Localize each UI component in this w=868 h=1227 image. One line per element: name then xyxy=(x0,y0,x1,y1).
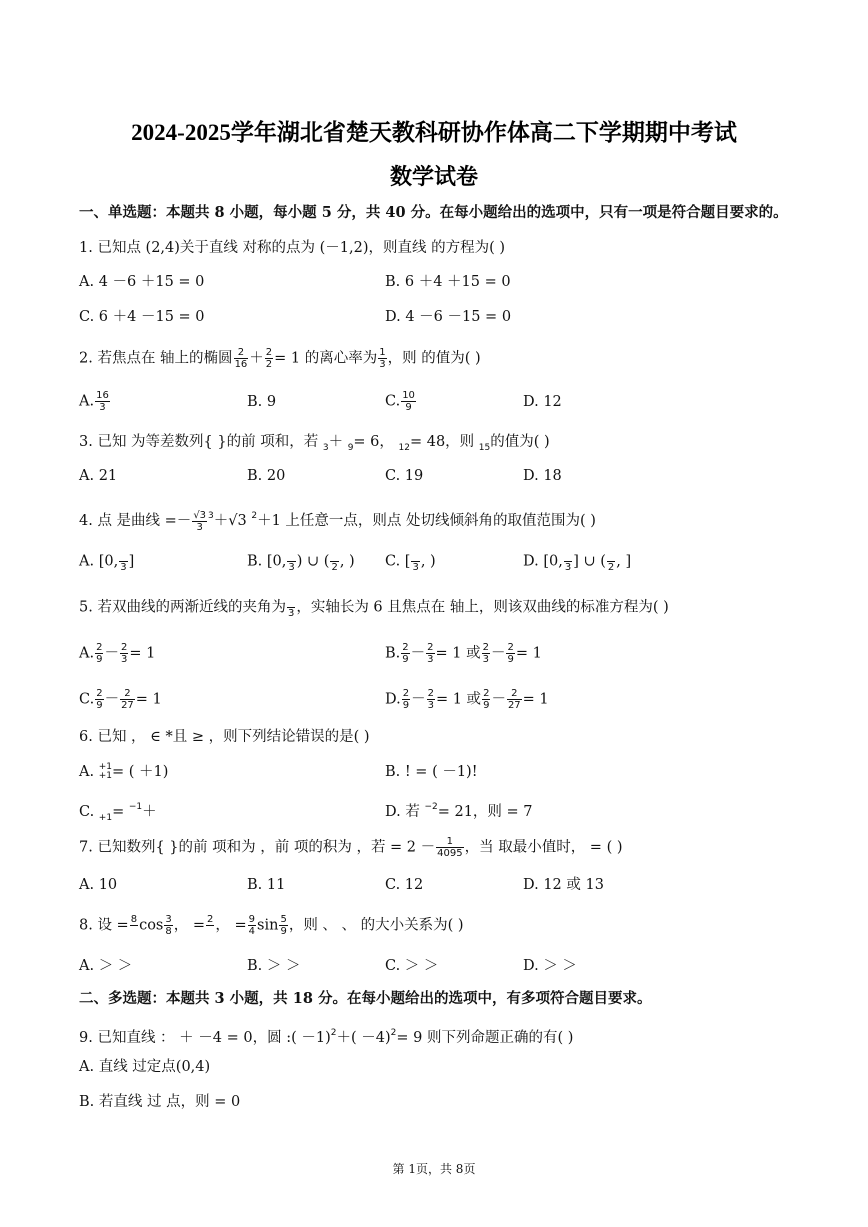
exam-subtitle: 数学试卷 xyxy=(389,164,478,189)
question-2 xyxy=(79,347,481,370)
question-6: 6. 已知 ， ∈ *且 ≥ ，则下列结论错误的是( ) xyxy=(79,729,370,745)
section-heading-1: 一、单选题：本题共 8 小题，每小题 5 分，共 40 分。在每小题给出的选项中，只有一项是符合题目要求的。 xyxy=(79,204,788,221)
q1-option-a: A. 4 －6 ＋15 = 0 xyxy=(79,274,205,290)
section-heading-2: 二、多选题：本题共 3 小题，共 18 分。在每小题给出的选项中，有多项符合题目要求。 xyxy=(79,990,652,1007)
q8-option-c: C. ＞ ＞ xyxy=(385,958,439,974)
q8-option-d: D. ＞ ＞ xyxy=(523,958,577,974)
q7-option-c: C. 12 xyxy=(385,877,424,893)
q2-option-c: C. $\frac{10}{9}$ xyxy=(385,390,415,413)
q5-option-d: D. $\frac{2}{9}$ － $\frac{2}{3}$ = 1 或 $\frac{2}{9}$ － $\frac{2}{27}$ = 1 xyxy=(385,688,549,711)
question-5: 5. 若双曲线的两渐近线的夹角为 3 ，实轴长为 6 且焦点在 轴上，则该双曲线的标准方程为( ) xyxy=(79,596,669,619)
q3-option-a: A. 21 xyxy=(79,468,118,484)
question-7: 7. 已知数列{ }的前 项和为 ，前 项的积为 ，若 = 2 － $\frac{1}{4095}$ ，当 取最小值时， = ( ) xyxy=(79,836,623,859)
q4-option-c: C. [ 3 , ) xyxy=(385,550,436,573)
q5-option-a: A. $\frac{2}{9}$ － $\frac{2}{3}$ = 1 xyxy=(79,642,156,665)
q8-option-b: B. ＞ ＞ xyxy=(247,958,301,974)
q2-frac-1: $\frac{2}{16}$ xyxy=(234,347,248,370)
question-4: 4. 点 是曲线 =－ $\frac{√3}{3}$ $^3$＋√3 $^2$＋1 上任意一点，则点 处切线倾斜角的取值范围为( ) xyxy=(79,509,596,533)
page-footer: 第 1页，共 8页 xyxy=(392,1162,476,1176)
q5-option-c: C. $\frac{2}{9}$ － $\frac{2}{27}$ = 1 xyxy=(79,688,162,711)
question-3: 3. 已知 为等差数列{ }的前 项和，若 $_3$＋ $_9$= 6， $_{12}$= 48，则 $_{15}$的值为( ) xyxy=(79,434,550,453)
q6-option-b: B. ! = ( －1)! xyxy=(385,764,478,780)
q7-option-b: B. 11 xyxy=(247,877,286,893)
q3-option-d: D. 18 xyxy=(523,468,562,484)
question-9: 9. 已知直线 ： ＋ －4 = 0，圆 :( $-1)^2+( -4)^2= 9$ 则下列命题正确的有( ) xyxy=(79,1028,574,1046)
q2-plus: ＋ xyxy=(249,350,264,367)
question-8: 8. 设 = 8 cos $\frac{3}{8}$ ， = 2 ， = $\frac{9}{4}$ sin $\frac{5}{9}$ ，则 、 、 的大小关系为( ) xyxy=(79,914,464,937)
q2-text-1: 2. 若焦点在 轴上的椭圆 xyxy=(79,350,233,367)
q3-option-c: C. 19 xyxy=(385,468,424,484)
q5-option-b: B. $\frac{2}{9}$ － $\frac{2}{3}$ = 1 或 $\frac{2}{3}$ － $\frac{2}{9}$ = 1 xyxy=(385,642,542,665)
q2-frac-3: $\frac{1}{3}$ xyxy=(379,347,386,370)
q7-option-a: A. 10 xyxy=(79,877,118,893)
q3-option-b: B. 20 xyxy=(247,468,286,484)
q8-option-a: A. ＞ ＞ xyxy=(79,958,133,974)
exam-title: 2024-2025学年湖北省楚天教科研协作体高二下学期期中考试 xyxy=(131,120,737,145)
question-1: 1. 已知点 (2,4)关于直线 对称的点为 (－1,2)，则直线 的方程为( ) xyxy=(79,240,506,256)
q2-frac-2: $\frac{2}{2}$ xyxy=(265,347,273,370)
q1-option-b: B. 6 ＋4 ＋15 = 0 xyxy=(385,274,511,290)
q4-option-b: B. [0, 3 ) ∪ ( 2 , ) xyxy=(247,550,355,573)
q4-option-a: A. [0, 3 ] xyxy=(79,550,134,573)
q1-option-c: C. 6 ＋4 －15 = 0 xyxy=(79,309,205,325)
q6-option-c: C. $_{+1}$= $^{-1}$＋ xyxy=(79,802,157,823)
q9-option-a: A. 直线 过定点(0,4) xyxy=(79,1059,211,1075)
q2-text-2: = 1 的离心率为 xyxy=(274,350,378,367)
q1-option-d: D. 4 －6 －15 = 0 xyxy=(385,309,512,325)
q2-text-3: ，则 的值为( ) xyxy=(387,350,481,367)
q9-option-b: B. 若直线 过 点，则 = 0 xyxy=(79,1094,241,1110)
q6-option-a: A. +1 +1 = ( ＋1) xyxy=(79,762,169,781)
q7-option-d: D. 12 或 13 xyxy=(523,877,604,893)
q2-option-b: B. 9 xyxy=(247,394,277,410)
q6-option-d: D. 若 $^{-2}$= 21，则 = 7 xyxy=(385,802,533,820)
q4-option-d: D. [0, 3 ] ∪ ( 2 , ] xyxy=(523,550,631,573)
q2-option-a: A. $\frac{16}{3}$ xyxy=(79,390,109,413)
q2-option-d: D. 12 xyxy=(523,394,562,410)
